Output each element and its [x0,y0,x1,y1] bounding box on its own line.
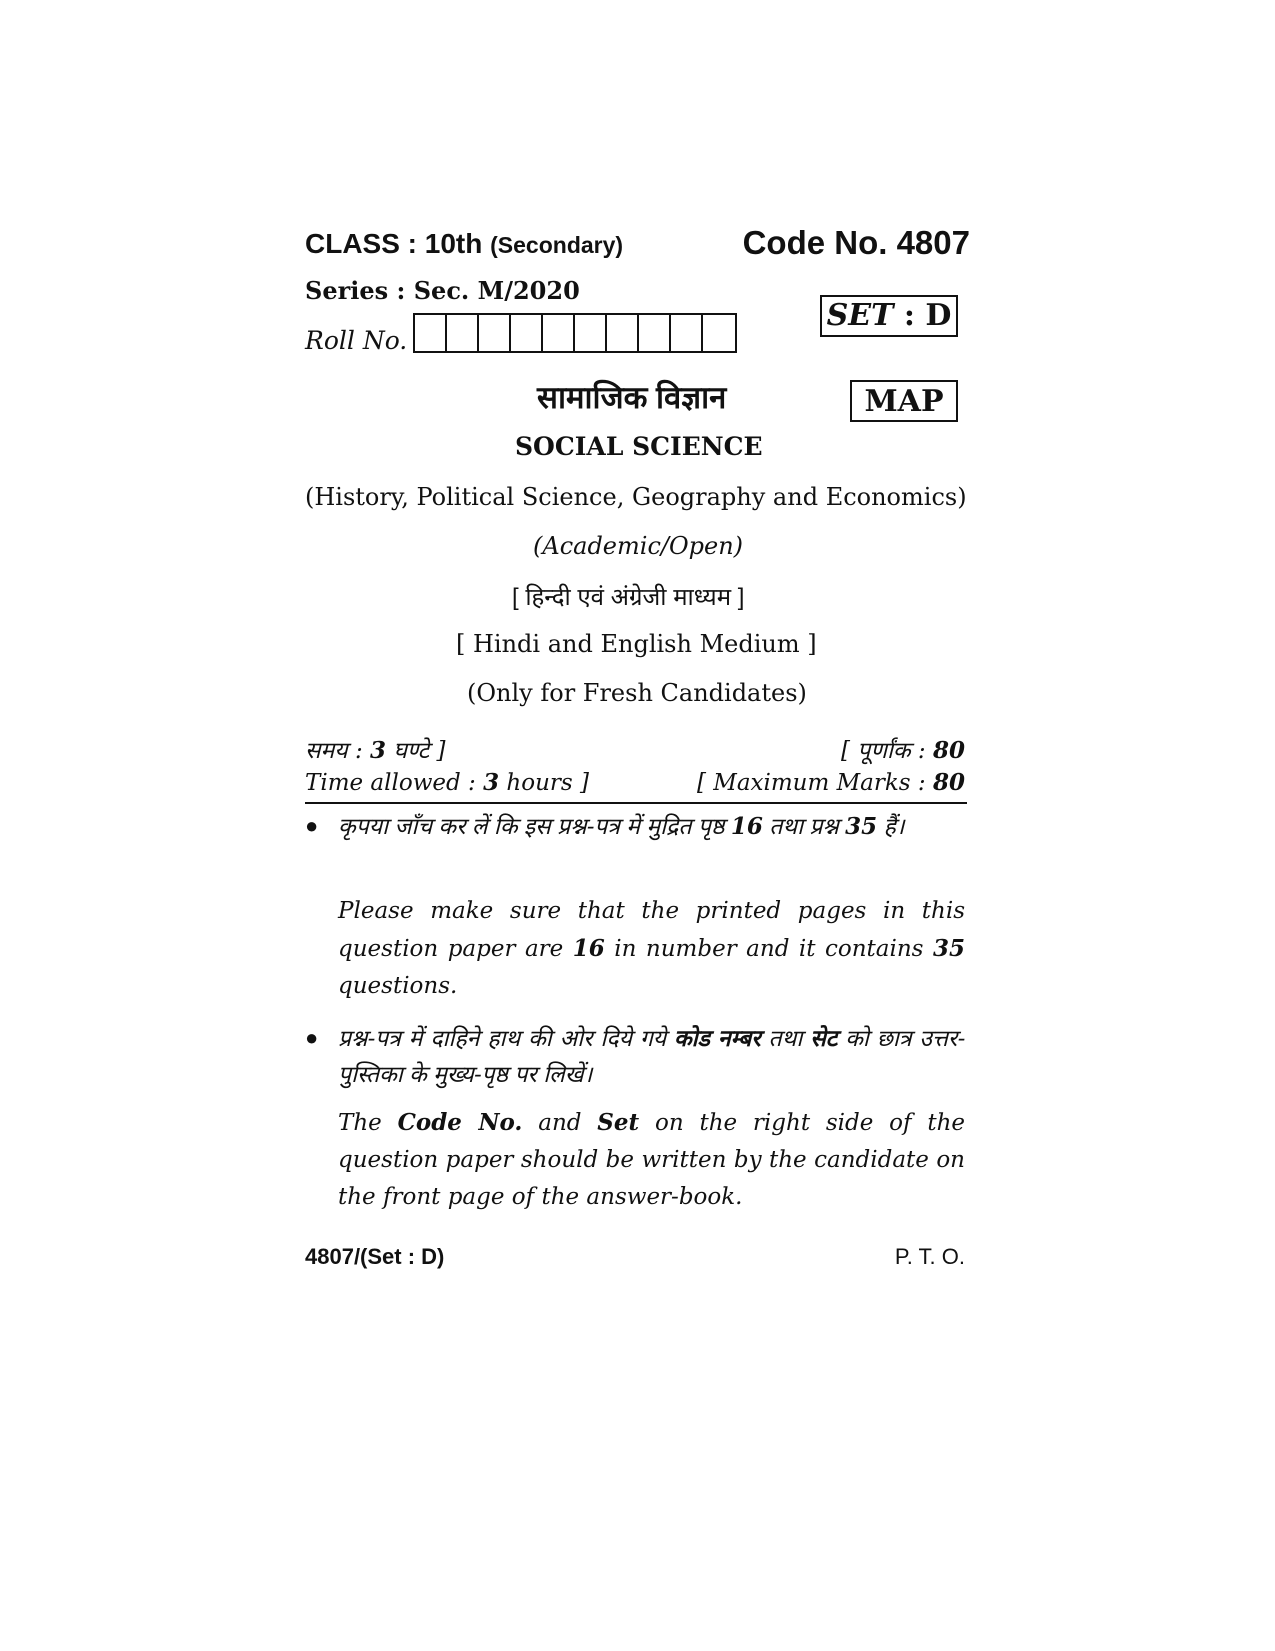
hindi-title: सामाजिक विज्ञान [537,380,727,415]
i1-hi-b: तथा प्रश्न [762,813,846,839]
roll-digit-box[interactable] [639,315,671,351]
medium-english: [ Hindi and English Medium ] [456,630,817,658]
roll-digit-box[interactable] [671,315,703,351]
subject-title: SOCIAL SCIENCE [515,432,763,461]
roll-digit-box[interactable] [479,315,511,351]
bullet-icon: ● [305,1025,319,1050]
i1-en-a: Please make sure that the printed pages in this question paper are [338,898,965,962]
class-label [305,228,623,260]
i2-en-c: on the right side of the question paper should be written by the candidate on the front page of the answer-book. [338,1110,966,1210]
roll-digit-box[interactable] [447,315,479,351]
time-value: 3 [483,769,500,796]
roll-no-label: Roll No. [305,326,408,355]
code-number: Code No. 4807 [742,224,970,261]
candidates-label: (Only for Fresh Candidates) [467,679,807,707]
map-badge: MAP [850,380,958,422]
time-prefix: Time allowed : [305,770,484,796]
mode-label: (Academic/Open) [533,532,744,560]
class-value: CLASS : 10th [305,228,483,259]
class-sub: (Secondary) [490,232,624,258]
samay-value: 3 [370,737,387,764]
i1-en-c: questions. [338,973,458,999]
i1-hi-c: हैं। [877,813,905,839]
poornank-value: 80 [932,737,965,764]
roll-digit-box[interactable] [575,315,607,351]
i1-en-b: in number and it contains [604,936,933,962]
i2-hi-a: प्रश्न-पत्र में दाहिने हाथ की ओर दिये गये [338,1025,675,1051]
subjects-list: (History, Political Science, Geography and Economics) [305,483,967,511]
i2-en-b: and [522,1110,598,1136]
instruction-2-english [338,1104,965,1216]
roll-digit-box[interactable] [543,315,575,351]
marks-hindi [841,733,965,765]
roll-digit-box[interactable] [511,315,543,351]
i1-en-pages: 16 [572,935,605,962]
i1-hi-q: 35 [845,813,878,840]
i1-hi-a: कृपया जाँच कर लें कि इस प्रश्न-पत्र में मुद्रित पृष्ठ [338,813,731,839]
poornank-prefix: [ पूर्णांक : [841,738,933,764]
time-hindi [305,733,445,765]
divider [305,802,967,804]
max-value: 80 [932,769,965,796]
i2-hi-b: तथा [760,1025,811,1051]
samay-prefix: समय : [305,738,371,764]
set-suffix: : D [893,298,952,333]
i2-en-set: Set [597,1109,640,1136]
set-prefix: SET [826,298,894,333]
bullet-icon: ● [305,813,319,838]
marks-english [697,769,965,796]
i2-hi-code: कोड नम्बर [674,1025,761,1051]
footer-pto: P. T. O. [894,1244,965,1269]
max-prefix: [ Maximum Marks : [696,770,933,796]
samay-suffix: घण्टे ] [386,738,446,764]
instruction-1-english [338,893,965,1005]
i2-hi-set: सेट [810,1025,838,1051]
roll-digit-box[interactable] [415,315,447,351]
series-label: Series : Sec. M/2020 [305,276,580,305]
footer-code: 4807/(Set : D) [305,1244,445,1269]
i2-en-a: The [338,1110,398,1136]
i1-en-q: 35 [932,935,965,962]
set-badge [820,295,958,337]
i2-en-code: Code No. [397,1109,523,1136]
i1-hi-pages: 16 [730,813,763,840]
medium-hindi: [ हिन्दी एवं अंग्रेजी माध्यम ] [512,584,745,611]
time-suffix: hours ] [499,770,589,796]
instruction-2-hindi [338,1020,965,1092]
roll-digit-box[interactable] [607,315,639,351]
time-english [305,769,589,796]
instruction-1-hindi [338,808,965,845]
roll-no-boxes[interactable] [413,313,737,353]
roll-digit-box[interactable] [703,315,735,351]
i2-hi-c: को छात्र उत्तर-पुस्तिका के मुख्य-पृष्ठ पर लिखें। [338,1025,965,1087]
